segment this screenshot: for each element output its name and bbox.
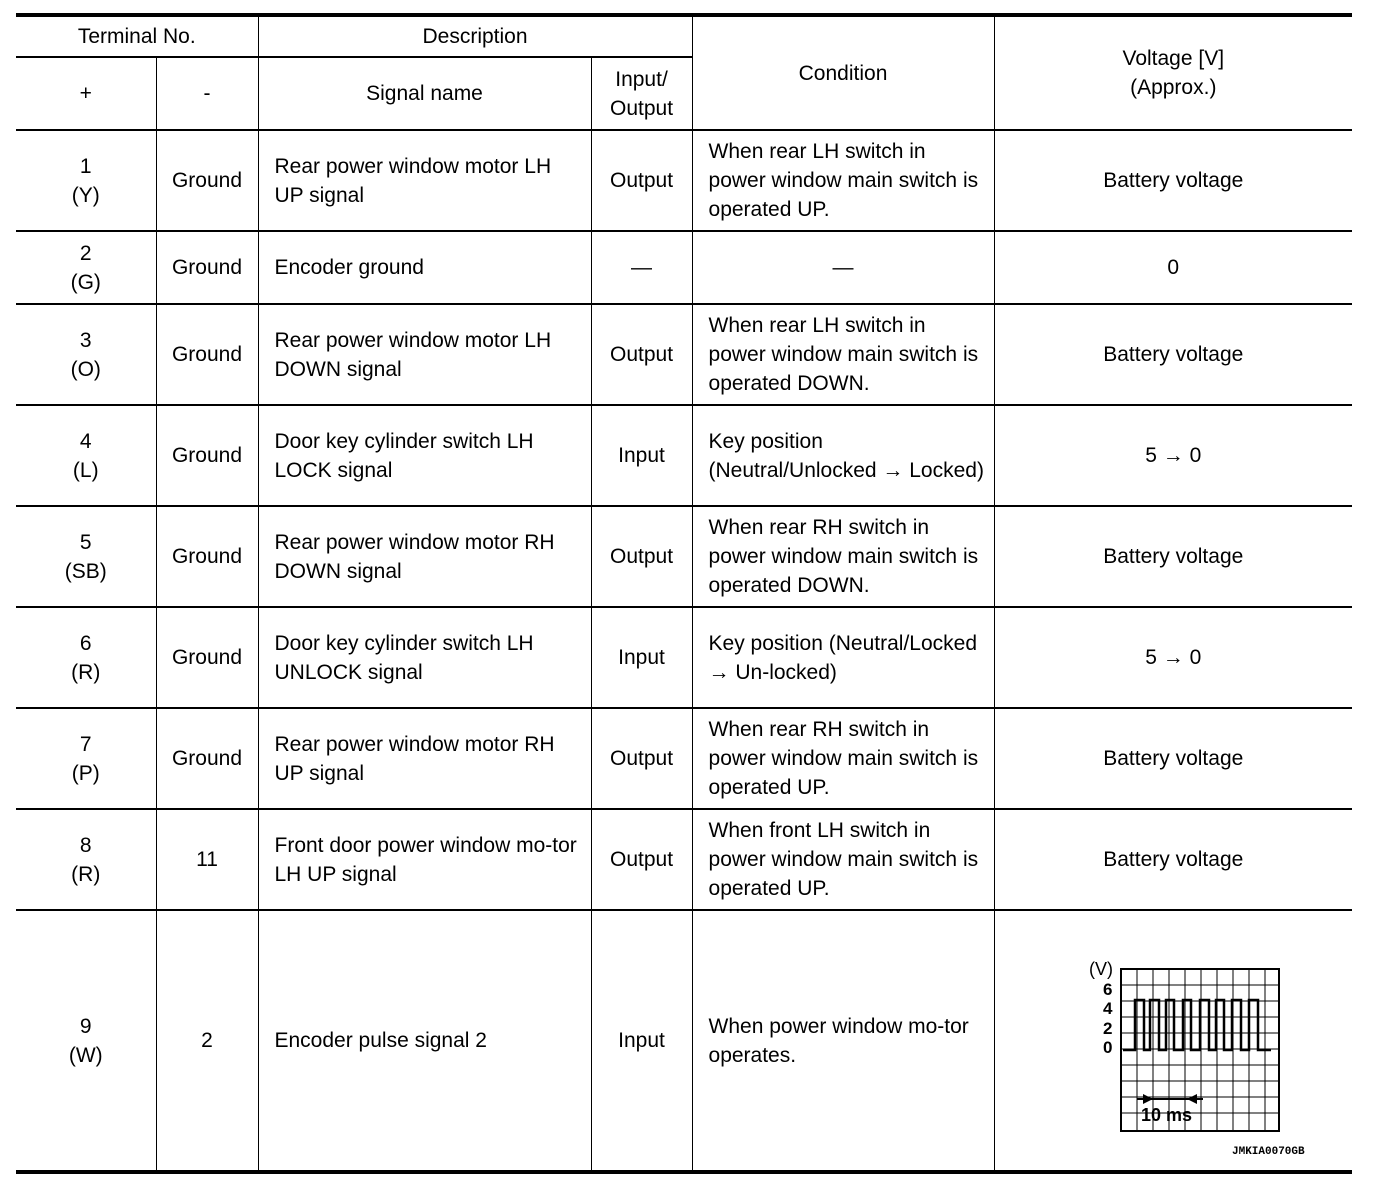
table-row [16, 231, 1352, 304]
io-header-line1: Input/ [615, 67, 668, 91]
y-tick-label: 6 [1103, 979, 1113, 999]
io-cell: Input [591, 405, 692, 506]
terminal-minus-cell: Ground [156, 607, 258, 708]
terminal-plus-cell [16, 405, 156, 506]
io-cell: Output [591, 304, 692, 405]
wire-color: (G) [70, 270, 101, 294]
io-header [591, 57, 692, 130]
signal-name-header: Signal name [258, 57, 591, 130]
voltage-cell: 5 → 0 [994, 607, 1352, 708]
signal-name-cell: Front door power window mo-tor LH UP signal [258, 809, 591, 910]
terminal-minus-cell: 2 [156, 910, 258, 1172]
pulse-waveform [1023, 921, 1323, 1161]
y-tick-label: 0 [1103, 1037, 1113, 1057]
terminal-plus-cell [16, 130, 156, 231]
terminal-plus-cell [16, 910, 156, 1172]
voltage-header-line1: Voltage [V] [1122, 47, 1225, 70]
table-row [16, 607, 1352, 708]
terminal-number: 2 [79, 241, 92, 265]
condition-cell: When power window mo-tor operates. [692, 910, 994, 1172]
table-row [16, 506, 1352, 607]
pulse-trace [1123, 1000, 1271, 1050]
condition-cell: Key position (Neutral/Locked → Un-locked) [692, 607, 994, 708]
terminal-number: 1 [79, 154, 92, 178]
terminal-minus-cell: Ground [156, 506, 258, 607]
terminal-minus-cell: Ground [156, 708, 258, 809]
table-row [16, 708, 1352, 809]
voltage-cell: 5 → 0 [994, 405, 1352, 506]
wire-color: (P) [71, 761, 100, 785]
condition-cell: When front LH switch in power window main switch is operated UP. [692, 809, 994, 910]
terminal-plus-cell [16, 304, 156, 405]
voltage-cell: 0 [994, 231, 1352, 304]
signal-name-cell: Rear power window motor RH DOWN signal [258, 506, 591, 607]
terminal-no-header: Terminal No. [16, 15, 258, 57]
condition-header: Condition [692, 15, 994, 130]
wire-color: (W) [68, 1043, 103, 1067]
condition-cell: When rear LH switch in power window main switch is operated DOWN. [692, 304, 994, 405]
terminal-minus-cell: Ground [156, 231, 258, 304]
table-row [16, 809, 1352, 910]
terminal-number: 9 [79, 1014, 92, 1038]
signal-name-cell: Encoder pulse signal 2 [258, 910, 591, 1172]
table-row [16, 405, 1352, 506]
io-cell: Output [591, 809, 692, 910]
voltage-cell: Battery voltage [994, 506, 1352, 607]
signal-name-cell: Rear power window motor LH UP signal [258, 130, 591, 231]
terminal-plus-cell [16, 231, 156, 304]
terminal-minus-cell: 11 [156, 809, 258, 910]
figure-code: JMKIA0070GB [1232, 1146, 1305, 1158]
wire-color: (L) [72, 458, 99, 482]
voltage-cell: Battery voltage [994, 130, 1352, 231]
io-cell: Output [591, 708, 692, 809]
terminal-plus-cell [16, 506, 156, 607]
io-header-line2: Output [609, 96, 674, 120]
description-header: Description [258, 15, 692, 57]
header-row-1 [16, 15, 1352, 57]
voltage-header [994, 15, 1352, 130]
wire-color: (Y) [71, 183, 100, 207]
voltage-cell: Battery voltage [994, 809, 1352, 910]
table-row [16, 130, 1352, 231]
condition-cell: When rear RH switch in power window main switch is operated UP. [692, 708, 994, 809]
signal-name-cell: Door key cylinder switch LH LOCK signal [258, 405, 591, 506]
io-cell: Input [591, 607, 692, 708]
minus-header: - [156, 57, 258, 130]
voltage-header-line2: (Approx.) [1130, 76, 1217, 99]
wire-color: (SB) [64, 559, 107, 583]
terminal-plus-cell [16, 607, 156, 708]
table-row [16, 910, 1352, 1172]
wire-color: (R) [71, 660, 101, 684]
voltage-cell [994, 910, 1352, 1172]
terminal-number: 7 [79, 732, 92, 756]
wire-color: (R) [71, 862, 101, 886]
signal-name-cell: Rear power window motor LH DOWN signal [258, 304, 591, 405]
io-cell: Input [591, 910, 692, 1172]
terminal-minus-cell: Ground [156, 304, 258, 405]
terminal-plus-cell [16, 708, 156, 809]
terminal-number: 8 [79, 833, 92, 857]
condition-cell: — [692, 231, 994, 304]
y-tick-label: 2 [1103, 1018, 1113, 1038]
terminal-number: 4 [79, 429, 92, 453]
voltage-cell: Battery voltage [994, 304, 1352, 405]
voltage-cell: Battery voltage [994, 708, 1352, 809]
signal-name-cell: Rear power window motor RH UP signal [258, 708, 591, 809]
terminal-minus-cell: Ground [156, 130, 258, 231]
terminal-number: 6 [79, 631, 92, 655]
signal-name-cell: Door key cylinder switch LH UNLOCK signal [258, 607, 591, 708]
signal-name-cell: Encoder ground [258, 231, 591, 304]
pulse-waveform-svg [1023, 921, 1323, 1161]
condition-cell: When rear LH switch in power window main switch is operated UP. [692, 130, 994, 231]
plus-header: + [16, 57, 156, 130]
condition-cell: Key position (Neutral/Unlocked → Locked) [692, 405, 994, 506]
time-scale-label: 10 ms [1141, 1104, 1193, 1125]
io-cell: Output [591, 506, 692, 607]
io-cell: — [591, 231, 692, 304]
terminal-number: 5 [79, 530, 92, 554]
waveform-unit-label: (V) [1089, 958, 1114, 979]
terminal-plus-cell [16, 809, 156, 910]
terminal-table [16, 13, 1352, 1174]
y-tick-label: 4 [1103, 998, 1113, 1018]
condition-cell: When rear RH switch in power window main switch is operated DOWN. [692, 506, 994, 607]
wire-color: (O) [70, 357, 101, 381]
terminal-minus-cell: Ground [156, 405, 258, 506]
table-row [16, 304, 1352, 405]
terminal-number: 3 [79, 328, 92, 352]
time-scale-marker [1137, 1094, 1203, 1104]
io-cell: Output [591, 130, 692, 231]
